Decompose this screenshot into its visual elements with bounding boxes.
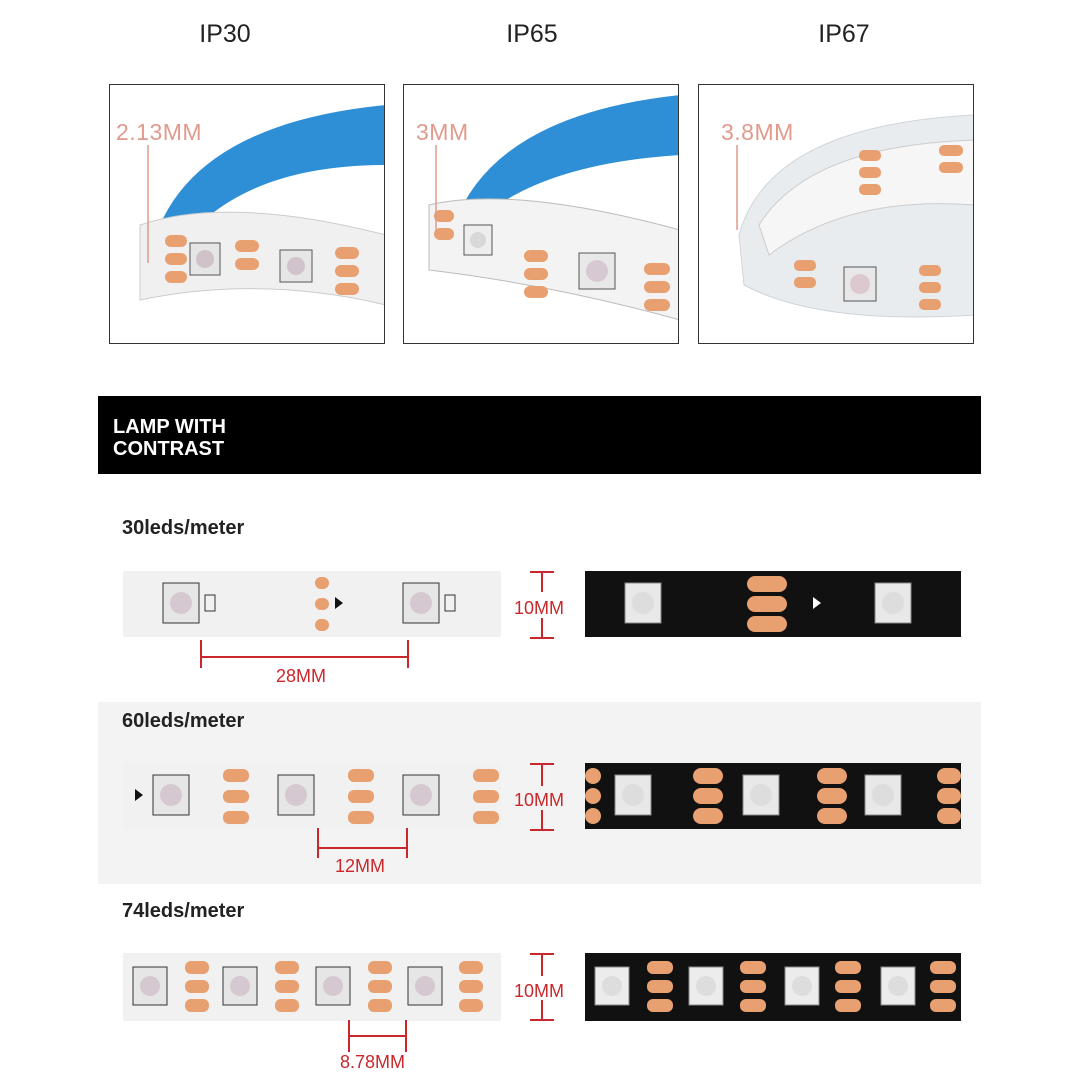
row-74-white-strip <box>123 953 501 1021</box>
ip65-thickness: 3MM <box>416 119 469 145</box>
row-60-white-strip <box>123 763 501 829</box>
row-60-black-strip <box>585 763 961 829</box>
row-30-density: 30leds/meter <box>122 517 245 539</box>
banner-title <box>113 416 313 460</box>
ip30-thickness: 2.13MM <box>116 119 203 145</box>
row-30-white-strip <box>123 571 501 637</box>
row-30-black-strip <box>585 571 961 637</box>
ip30-photo <box>109 84 385 344</box>
ip30-label: IP30 <box>199 20 251 48</box>
banner-line-1: LAMP WITH <box>113 416 226 438</box>
row-30-width: 10MM <box>514 598 565 618</box>
row-60-density: 60leds/meter <box>122 710 245 732</box>
ip65-photo <box>403 84 679 344</box>
banner-line-2: CONTRAST <box>113 438 225 460</box>
row-74-pitch: 8.78MM <box>340 1052 406 1072</box>
row-74-pitch-marker <box>346 1020 410 1054</box>
row-74-density: 74leds/meter <box>122 900 245 922</box>
row-60-pitch: 12MM <box>335 856 386 876</box>
contrast-banner <box>98 396 981 474</box>
ip67-label: IP67 <box>818 20 870 48</box>
row-60-width: 10MM <box>514 790 565 810</box>
ip67-photo <box>698 84 974 344</box>
row-30-pitch: 28MM <box>276 666 327 686</box>
ip65-label: IP65 <box>506 20 558 48</box>
row-74-width: 10MM <box>514 981 565 1001</box>
row-74-black-strip <box>585 953 961 1021</box>
ip67-thickness: 3.8MM <box>721 119 794 145</box>
